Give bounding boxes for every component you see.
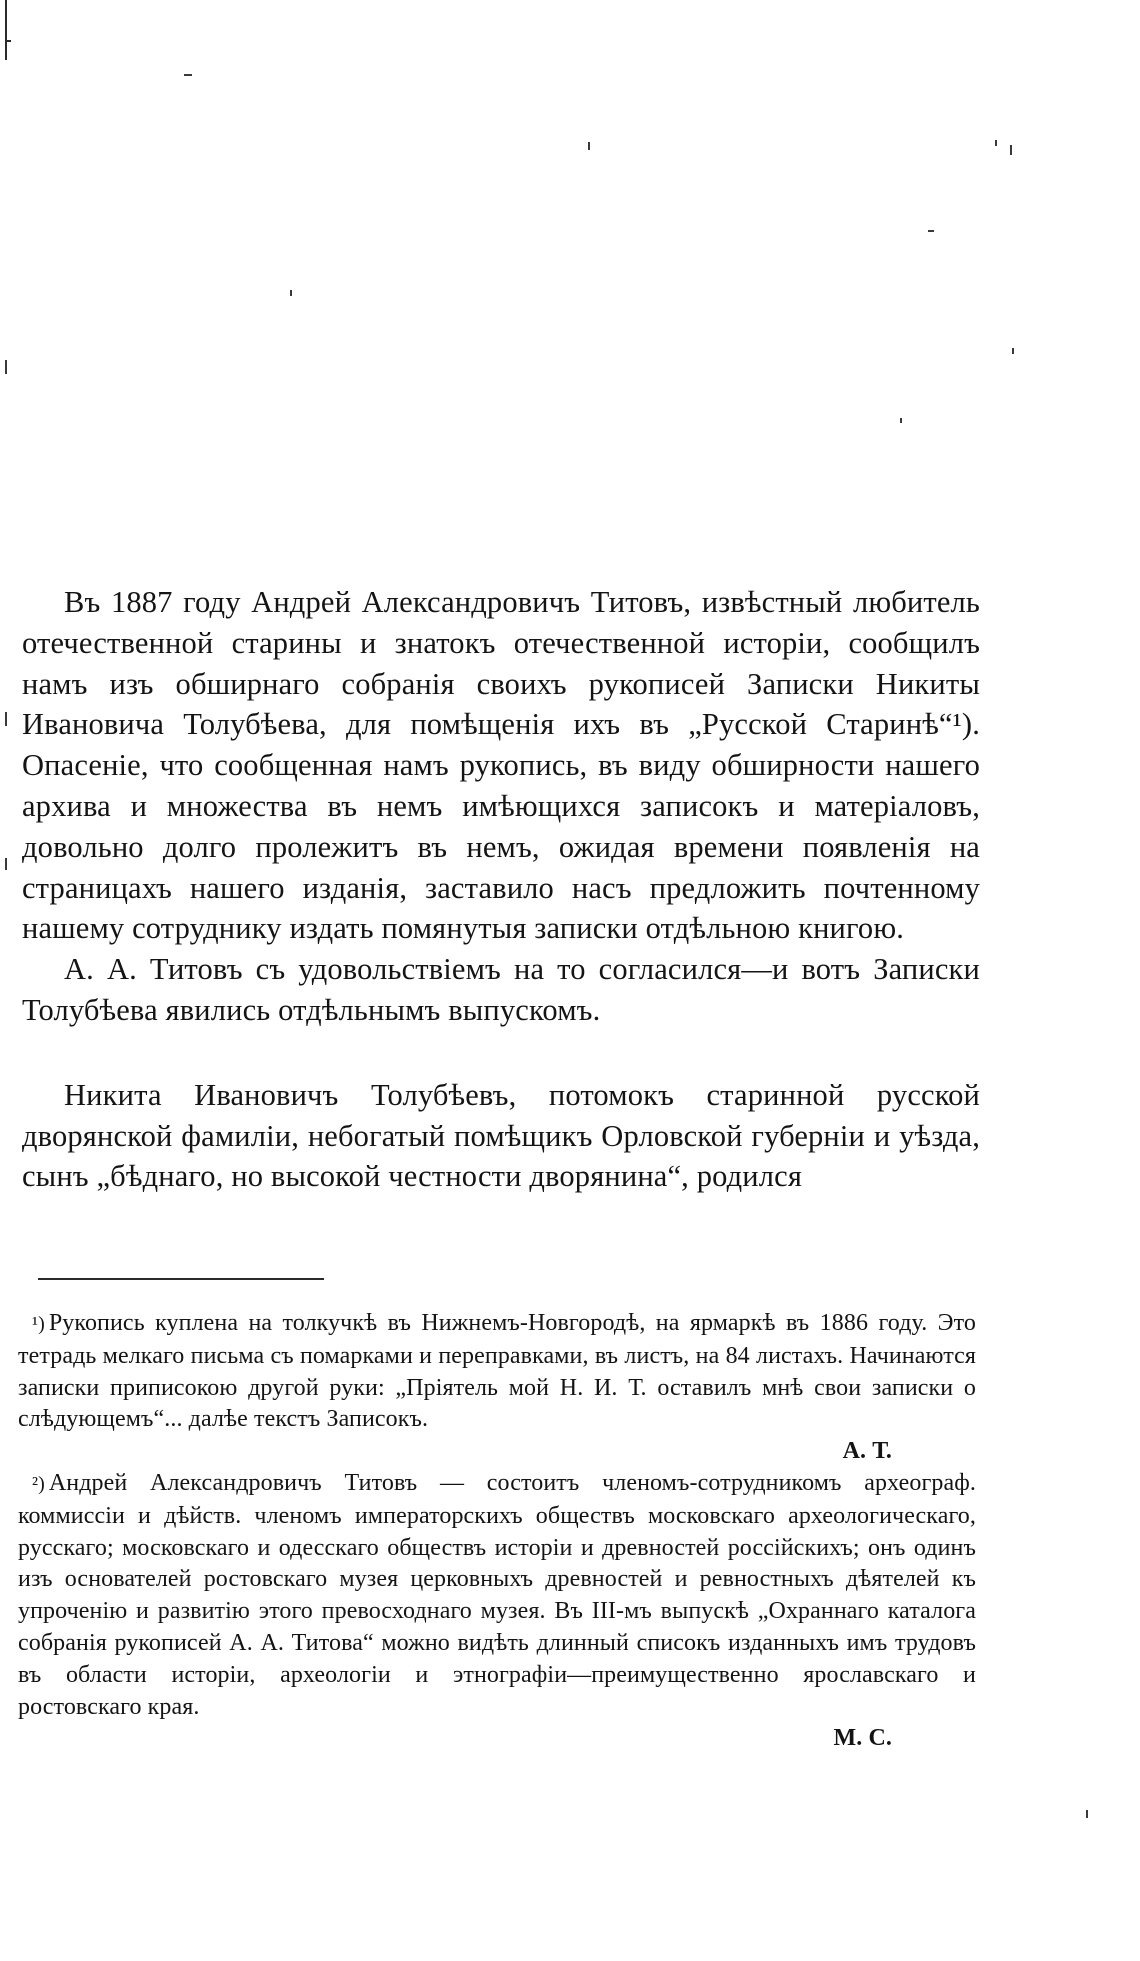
scan-speck (1010, 145, 1012, 155)
scan-speck (5, 360, 7, 374)
footnote (18, 1468, 976, 1723)
footnote-separator (38, 1278, 324, 1280)
scan-speck (184, 74, 192, 76)
footnote-text: Рукопись куплена на толкучкѣ въ Нижнемъ-Новгородѣ, на ярмаркѣ въ 1886 году. Это тетрадь мелкаго письма съ помарками и переправками, въ листъ, на 84 листахъ. Начинаются записки приписокою другой руки: „Пріятель мой Н. И. Т. оставилъ мнѣ свои записки о слѣдующемъ“... далѣе текстъ Записокъ. (18, 1310, 976, 1433)
footnote-signature: А. Т. (842, 1438, 892, 1465)
page-edge-tick (7, 40, 11, 42)
footnote (18, 1308, 976, 1436)
footnote-signature-row (18, 1723, 976, 1755)
scan-speck (928, 230, 934, 232)
paragraph: Въ 1887 году Андрей Александровичъ Титовъ, извѣстный любитель отечественной старины и знатокъ отечественной исторіи, сообщилъ намъ изъ обширнаго собранія своихъ рукописей Записки Никиты Ивановича Толубѣева, для помѣщенія ихъ въ „Русской Старинѣ“¹). Опасеніе, что сообщенная намъ рукопись, въ виду обширности нашего архива и множества въ немъ имѣющихся записокъ и матеріаловъ, довольно долго пролежитъ въ немъ, ожидая времени появленія на страницахъ нашего изданія, заставило насъ предложить почтенному нашему сотруднику издать помянутыя записки отдѣльною книгою. (22, 585, 980, 946)
footnote-marker: ¹) (32, 1313, 45, 1335)
main-text (22, 582, 980, 1197)
page-edge-rule (5, 0, 7, 60)
scan-speck (900, 418, 902, 423)
footnote-signature-row (18, 1436, 976, 1468)
scan-speck (290, 290, 292, 296)
footnotes (18, 1308, 976, 1755)
scan-speck (1086, 1810, 1088, 1818)
footnote-marker: ²) (32, 1472, 45, 1495)
paragraph: Никита Ивановичъ Толубѣевъ, потомокъ старинной русской дворянской фамиліи, небогатый помѣщикъ Орловской губерніи и уѣзда, сынъ „бѣднаго, но высокой честности дворянина“, родился (22, 1077, 980, 1194)
scan-speck (588, 142, 590, 150)
scan-speck (995, 140, 997, 146)
paragraph: А. А. Титовъ съ удовольствіемъ на то согласился—и вотъ Записки Толубѣева явились отдѣльнымъ выпускомъ. (22, 952, 980, 1027)
scan-speck (5, 712, 7, 726)
scan-speck (5, 858, 7, 870)
footnote-signature: М. С. (833, 1725, 892, 1752)
paragraph-gap (22, 1031, 980, 1075)
footnote-text: Андрей Александровичъ Титовъ — состоитъ членомъ-сотрудникомъ археограф. коммиссіи и дѣйств. членомъ императорскихъ обществъ московскаго археологическаго, русскаго; московскаго и одесскаго обществъ исторіи и древностей россійскихъ; онъ одинъ изъ основателей ростовскаго музея церковныхъ древностей и ревностныхъ дѣятелей къ упроченію и развитію этого превосходнаго музея. Въ III-мъ выпускѣ „Охраннаго каталога собранія рукописей А. А. Титова“ можно видѣть длинный списокъ изданныхъ имъ трудовъ въ области исторіи, археологіи и этнографіи—преимущественно ярославскаго и ростовскаго края. (18, 1469, 976, 1720)
scan-speck (1012, 348, 1014, 354)
